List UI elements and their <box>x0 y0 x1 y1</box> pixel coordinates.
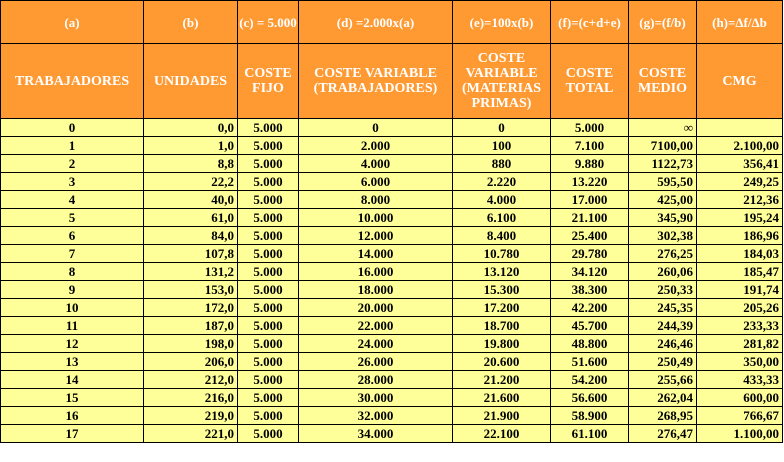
cell-coste-var-mat: 4.000 <box>453 191 551 209</box>
cell-coste-var-mat: 8.400 <box>453 227 551 245</box>
formula-d: (d) =2.000x(a) <box>299 1 453 44</box>
cell-trabajadores: 6 <box>1 227 144 245</box>
table-row <box>1 245 783 263</box>
cell-coste-fijo: 5.000 <box>238 155 299 173</box>
cell-coste-total: 9.880 <box>551 155 629 173</box>
cell-coste-var-trab: 4.000 <box>299 155 453 173</box>
cell-cmg: 233,33 <box>697 317 783 335</box>
cell-coste-medio: ∞ <box>629 119 697 137</box>
label-coste-variable-materias: COSTE VARIABLE (MATERIAS PRIMAS) <box>453 44 551 119</box>
cell-coste-var-trab: 20.000 <box>299 299 453 317</box>
cell-trabajadores: 4 <box>1 191 144 209</box>
table-row <box>1 155 783 173</box>
cell-trabajadores: 9 <box>1 281 144 299</box>
cell-coste-fijo: 5.000 <box>238 227 299 245</box>
cell-unidades: 187,0 <box>144 317 238 335</box>
cell-trabajadores: 10 <box>1 299 144 317</box>
cell-coste-total: 51.600 <box>551 353 629 371</box>
cell-coste-medio: 246,46 <box>629 335 697 353</box>
table-row <box>1 407 783 425</box>
formula-e: (e)=100x(b) <box>453 1 551 44</box>
table-row <box>1 263 783 281</box>
cell-cmg: 191,74 <box>697 281 783 299</box>
cell-unidades: 22,2 <box>144 173 238 191</box>
label-cmg: CMG <box>697 44 783 119</box>
cell-cmg: 186,96 <box>697 227 783 245</box>
cell-coste-total: 48.800 <box>551 335 629 353</box>
cell-unidades: 0,0 <box>144 119 238 137</box>
cell-coste-var-mat: 22.100 <box>453 425 551 443</box>
cell-coste-fijo: 5.000 <box>238 209 299 227</box>
cell-unidades: 172,0 <box>144 299 238 317</box>
cell-trabajadores: 12 <box>1 335 144 353</box>
formula-h: (h)=Δf/Δb <box>697 1 783 44</box>
cell-coste-fijo: 5.000 <box>238 335 299 353</box>
cell-cmg: 2.100,00 <box>697 137 783 155</box>
cell-coste-medio: 1122,73 <box>629 155 697 173</box>
cell-coste-var-trab: 32.000 <box>299 407 453 425</box>
table-row <box>1 209 783 227</box>
cell-coste-total: 61.100 <box>551 425 629 443</box>
cell-coste-var-mat: 10.780 <box>453 245 551 263</box>
cell-cmg: 205,26 <box>697 299 783 317</box>
cell-coste-var-trab: 12.000 <box>299 227 453 245</box>
table-row <box>1 317 783 335</box>
cell-unidades: 206,0 <box>144 353 238 371</box>
cell-cmg: 249,25 <box>697 173 783 191</box>
cell-coste-total: 29.780 <box>551 245 629 263</box>
cell-coste-total: 13.220 <box>551 173 629 191</box>
table-row <box>1 281 783 299</box>
label-unidades: UNIDADES <box>144 44 238 119</box>
cell-unidades: 131,2 <box>144 263 238 281</box>
cell-coste-var-trab: 0 <box>299 119 453 137</box>
table-row <box>1 353 783 371</box>
cell-coste-fijo: 5.000 <box>238 353 299 371</box>
cell-cmg: 281,82 <box>697 335 783 353</box>
cell-coste-medio: 250,33 <box>629 281 697 299</box>
table-body <box>1 119 783 443</box>
cell-coste-medio: 245,35 <box>629 299 697 317</box>
cell-unidades: 40,0 <box>144 191 238 209</box>
cell-coste-medio: 276,47 <box>629 425 697 443</box>
table-row <box>1 299 783 317</box>
cell-unidades: 84,0 <box>144 227 238 245</box>
cell-unidades: 212,0 <box>144 371 238 389</box>
cell-trabajadores: 13 <box>1 353 144 371</box>
table-row <box>1 137 783 155</box>
cell-unidades: 8,8 <box>144 155 238 173</box>
cell-coste-var-trab: 18.000 <box>299 281 453 299</box>
cell-trabajadores: 16 <box>1 407 144 425</box>
formula-c: (c) = 5.000 <box>238 1 299 44</box>
cell-coste-var-trab: 14.000 <box>299 245 453 263</box>
cell-coste-fijo: 5.000 <box>238 371 299 389</box>
cell-cmg: 766,67 <box>697 407 783 425</box>
cell-coste-total: 5.000 <box>551 119 629 137</box>
cell-coste-var-trab: 8.000 <box>299 191 453 209</box>
table-row <box>1 191 783 209</box>
cell-coste-fijo: 5.000 <box>238 407 299 425</box>
cell-trabajadores: 0 <box>1 119 144 137</box>
cell-coste-var-mat: 21.200 <box>453 371 551 389</box>
cell-trabajadores: 5 <box>1 209 144 227</box>
cell-cmg: 350,00 <box>697 353 783 371</box>
cell-unidades: 221,0 <box>144 425 238 443</box>
cell-coste-fijo: 5.000 <box>238 281 299 299</box>
cell-unidades: 1,0 <box>144 137 238 155</box>
cell-coste-fijo: 5.000 <box>238 191 299 209</box>
cell-coste-var-trab: 2.000 <box>299 137 453 155</box>
cell-trabajadores: 14 <box>1 371 144 389</box>
cell-coste-var-mat: 15.300 <box>453 281 551 299</box>
cell-coste-fijo: 5.000 <box>238 299 299 317</box>
cell-coste-medio: 262,04 <box>629 389 697 407</box>
cell-trabajadores: 11 <box>1 317 144 335</box>
cell-trabajadores: 17 <box>1 425 144 443</box>
table-row <box>1 389 783 407</box>
cell-coste-medio: 595,50 <box>629 173 697 191</box>
table-row <box>1 425 783 443</box>
cell-coste-medio: 276,25 <box>629 245 697 263</box>
cell-coste-var-mat: 2.220 <box>453 173 551 191</box>
cell-coste-fijo: 5.000 <box>238 245 299 263</box>
cell-coste-var-trab: 26.000 <box>299 353 453 371</box>
table-row <box>1 227 783 245</box>
cell-coste-medio: 255,66 <box>629 371 697 389</box>
cell-cmg: 356,41 <box>697 155 783 173</box>
label-coste-variable-trabajadores: COSTE VARIABLE (TRABAJADORES) <box>299 44 453 119</box>
cell-coste-var-mat: 18.700 <box>453 317 551 335</box>
cell-unidades: 216,0 <box>144 389 238 407</box>
cell-coste-total: 7.100 <box>551 137 629 155</box>
cell-coste-var-mat: 20.600 <box>453 353 551 371</box>
cell-coste-medio: 244,39 <box>629 317 697 335</box>
formula-f: (f)=(c+d+e) <box>551 1 629 44</box>
cell-coste-fijo: 5.000 <box>238 137 299 155</box>
cell-coste-var-mat: 21.900 <box>453 407 551 425</box>
cell-unidades: 153,0 <box>144 281 238 299</box>
cell-trabajadores: 15 <box>1 389 144 407</box>
cell-coste-total: 38.300 <box>551 281 629 299</box>
cell-coste-var-mat: 880 <box>453 155 551 173</box>
cell-coste-var-mat: 17.200 <box>453 299 551 317</box>
label-header-row <box>1 44 783 119</box>
cell-trabajadores: 7 <box>1 245 144 263</box>
cell-coste-total: 21.100 <box>551 209 629 227</box>
cell-coste-total: 45.700 <box>551 317 629 335</box>
table-row <box>1 119 783 137</box>
table-row <box>1 335 783 353</box>
cell-cmg: 195,24 <box>697 209 783 227</box>
cell-coste-medio: 345,90 <box>629 209 697 227</box>
cell-cmg: 433,33 <box>697 371 783 389</box>
cell-coste-medio: 268,95 <box>629 407 697 425</box>
label-coste-total: COSTE TOTAL <box>551 44 629 119</box>
cell-coste-var-trab: 6.000 <box>299 173 453 191</box>
cell-trabajadores: 8 <box>1 263 144 281</box>
cell-coste-var-trab: 24.000 <box>299 335 453 353</box>
label-trabajadores: TRABAJADORES <box>1 44 144 119</box>
cell-coste-fijo: 5.000 <box>238 263 299 281</box>
cell-coste-var-mat: 0 <box>453 119 551 137</box>
cell-coste-medio: 250,49 <box>629 353 697 371</box>
cell-unidades: 61,0 <box>144 209 238 227</box>
cell-cmg: 185,47 <box>697 263 783 281</box>
cell-cmg <box>697 119 783 137</box>
formula-g: (g)=(f/b) <box>629 1 697 44</box>
cell-coste-medio: 302,38 <box>629 227 697 245</box>
cell-coste-fijo: 5.000 <box>238 119 299 137</box>
cell-coste-var-mat: 13.120 <box>453 263 551 281</box>
cell-cmg: 184,03 <box>697 245 783 263</box>
cell-coste-total: 42.200 <box>551 299 629 317</box>
cell-cmg: 1.100,00 <box>697 425 783 443</box>
cell-coste-var-trab: 34.000 <box>299 425 453 443</box>
table-row <box>1 173 783 191</box>
cell-unidades: 219,0 <box>144 407 238 425</box>
cell-coste-total: 54.200 <box>551 371 629 389</box>
label-coste-fijo: COSTE FIJO <box>238 44 299 119</box>
cell-coste-total: 17.000 <box>551 191 629 209</box>
cell-unidades: 107,8 <box>144 245 238 263</box>
cell-coste-var-trab: 16.000 <box>299 263 453 281</box>
cell-coste-fijo: 5.000 <box>238 317 299 335</box>
cell-coste-medio: 425,00 <box>629 191 697 209</box>
cell-coste-var-trab: 10.000 <box>299 209 453 227</box>
cell-coste-fijo: 5.000 <box>238 425 299 443</box>
cell-coste-medio: 260,06 <box>629 263 697 281</box>
cell-cmg: 600,00 <box>697 389 783 407</box>
cell-coste-var-trab: 22.000 <box>299 317 453 335</box>
label-coste-medio: COSTE MEDIO <box>629 44 697 119</box>
cell-trabajadores: 3 <box>1 173 144 191</box>
cell-trabajadores: 2 <box>1 155 144 173</box>
formula-a: (a) <box>1 1 144 44</box>
cell-coste-medio: 7100,00 <box>629 137 697 155</box>
table-row <box>1 371 783 389</box>
cell-coste-total: 25.400 <box>551 227 629 245</box>
cell-trabajadores: 1 <box>1 137 144 155</box>
cell-coste-var-trab: 28.000 <box>299 371 453 389</box>
formula-header-row <box>1 1 783 44</box>
cell-coste-var-mat: 6.100 <box>453 209 551 227</box>
cell-coste-total: 56.600 <box>551 389 629 407</box>
cell-coste-var-mat: 100 <box>453 137 551 155</box>
cell-unidades: 198,0 <box>144 335 238 353</box>
cell-coste-var-trab: 30.000 <box>299 389 453 407</box>
cell-coste-var-mat: 19.800 <box>453 335 551 353</box>
cell-coste-fijo: 5.000 <box>238 389 299 407</box>
cell-cmg: 212,36 <box>697 191 783 209</box>
formula-b: (b) <box>144 1 238 44</box>
cell-coste-fijo: 5.000 <box>238 173 299 191</box>
cell-coste-total: 58.900 <box>551 407 629 425</box>
cell-coste-var-mat: 21.600 <box>453 389 551 407</box>
cell-coste-total: 34.120 <box>551 263 629 281</box>
